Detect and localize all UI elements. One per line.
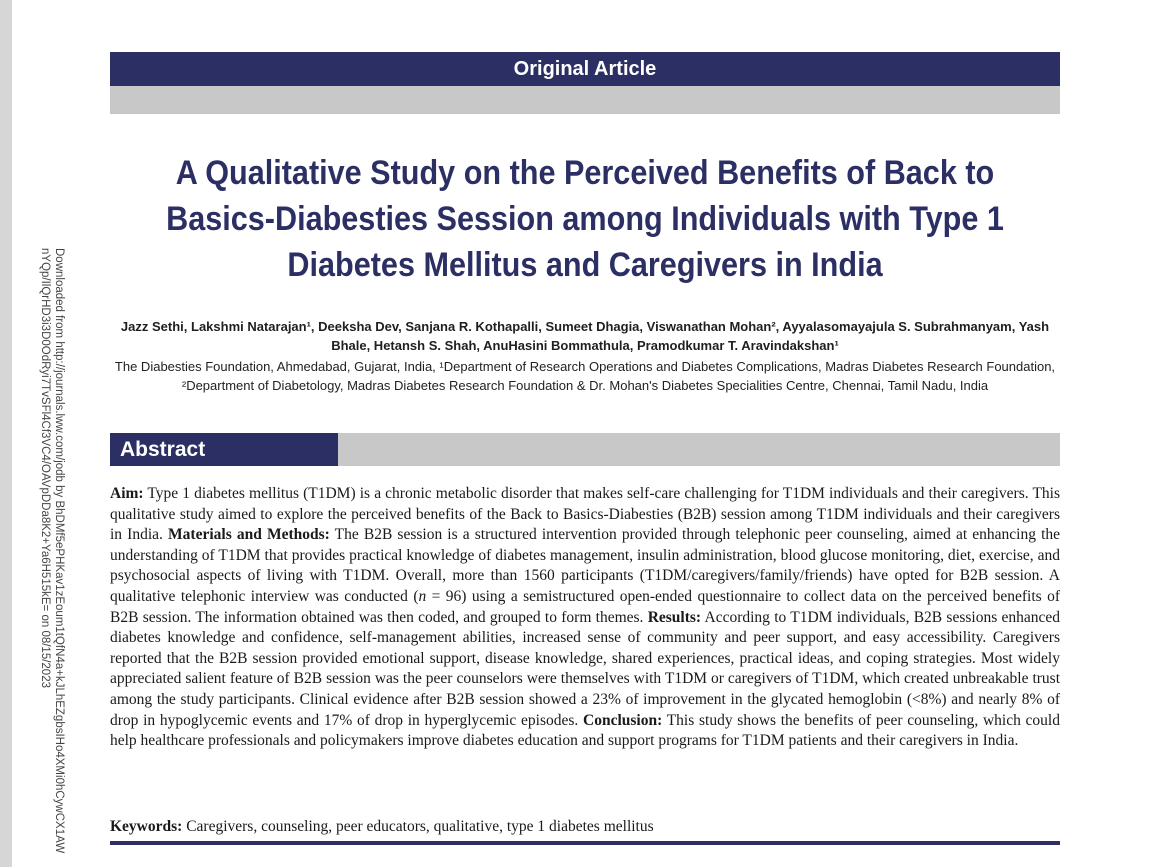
aim-label: Aim: [110, 485, 144, 502]
aim-text: Type 1 diabetes mellitus (T1DM) is a chronic metabolic disorder that makes self-care challenging for T1DM individuals and their caregivers. This qualitative study aimed to explore the perceived benefits of the Back to Basics-Diabesties (B2B) session among T1DM individuals and their caregivers in India. [110, 485, 1060, 544]
article-type-banner [110, 52, 1060, 86]
article-title: A Qualitative Study on the Perceived Benefits of Back to Basics-Diabesties Session among Individuals with Type 1 Diabetes Mellitus and Caregivers in India [166, 154, 1004, 284]
abstract-heading: Abstract [110, 433, 338, 466]
page-edge [0, 0, 12, 867]
affiliations: The Diabesties Foundation, Ahmedabad, Gujarat, India, ¹Department of Research Operations and Diabetes Complications, Madras Diabetes Research Foundation, ²Department of Diabetology, Madras Diabetes Research Foundation & Dr. Mohan's Diabetes Specialities Centre, Chennai, Tamil Nadu, India [114, 359, 1056, 393]
abstract-header-bar [110, 433, 1060, 466]
bottom-rule [110, 841, 1060, 845]
keywords-text: Caregivers, counseling, peer educators, qualitative, type 1 diabetes mellitus [186, 818, 654, 835]
article-type-label: Original Article [513, 58, 657, 80]
keywords-label: Keywords: [110, 818, 183, 835]
results-label: Results: [647, 608, 702, 626]
abstract-body [110, 484, 1060, 752]
keywords [110, 817, 1060, 837]
methods-text: The B2B session is a structured intervention provided through telephonic peer counseling, aimed at enhancing the understanding of T1DM that provides practical knowledge of diabetes management, insulin administration, blood glucose monitoring, diet, exercise, and psychosocial aspects of living with T1DM. Overall, more than 1560 participants (T1DM/caregivers/family/friends) have opted for B2B session. A qualitative telephonic interview was conducted ( [110, 526, 1061, 605]
sample-size-symbol: n [418, 587, 427, 605]
banner-underbar [110, 86, 1060, 114]
results-text: According to T1DM individuals, B2B sessions enhanced diabetes knowledge and confidence, self-management abilities, increased sense of community and peer support, and easy accessibility. Caregivers reported that the B2B session provided emotional support, disease knowledge, shared experiences, practical ideas, and coping strategies. Most widely appreciated salient feature of B2B session was the peer counselors were themselves with T1DM or caregivers of T1DM, which created unbreakable trust among the study participants. Clinical evidence after B2B session showed a 23% of improvement in the glycated hemoglobin (<8%) and nearly 8% of drop in hypoglycemic events and 17% of drop in hyperglycemic episodes. [110, 608, 1061, 729]
conclusion-label: Conclusion: [583, 711, 663, 729]
author-list: Jazz Sethi, Lakshmi Natarajan¹, Deeksha Dev, Sanjana R. Kothapalli, Sumeet Dhagia, Viswanathan Mohan², Ayyalasomayajula S. Subrahmanyam, Yash Bhale, Hetansh S. Shah, AnuHasini Bommathula, Pramodkumar T. Aravindakshan¹ [120, 319, 1050, 353]
download-watermark: Downloaded from http://journals.lww.com/jodb by BhDMf5ePHKav1zEoum1tQfN4a+kJLhEZgbsIHo4XMi0hCywCX1AW nYQp/IlQrHD3i3D0OdRyi7TvSFl4Cf3VC4/OAVpDDa8K2+Ya6H515kE= on 08/15/2023 [39, 248, 65, 854]
conclusion-text: This study shows the benefits of peer counseling, which could help healthcare professionals and policymakers improve diabetes education and support programs for T1DM patients and their caregivers in India. [110, 711, 1060, 750]
methods-label: Materials and Methods: [168, 526, 330, 544]
methods-text-cont: = 96) using a semistructured open-ended questionnaire to collect data on the perceived benefits of B2B session. The information obtained was then coded, and grouped to form themes. [110, 587, 1060, 626]
